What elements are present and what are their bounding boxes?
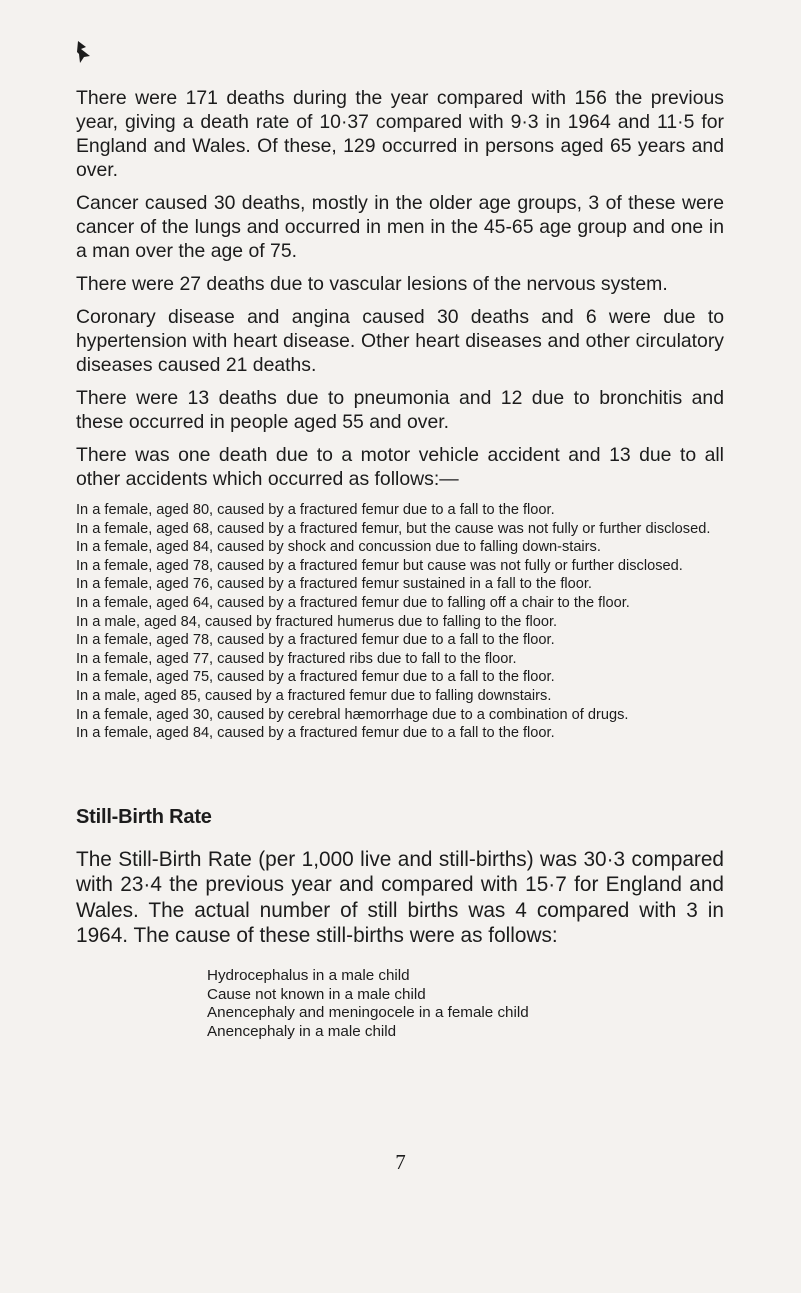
list-item: In a male, aged 85, caused by a fractured femur due to falling downstairs.: [76, 687, 552, 704]
accident-list: [76, 501, 724, 743]
paragraph-coronary: Coronary disease and angina caused 30 deaths and 6 were due to hypertension with heart disease. Other heart diseases and other circulatory diseases caused 21 deaths.: [76, 306, 724, 376]
paragraph-cancer: Cancer caused 30 deaths, mostly in the older age groups, 3 of these were cancer of the lungs and occurred in men in the 45-65 age group and one in a man over the age of 75.: [76, 192, 724, 262]
list-item: Anencephaly in a male child: [207, 1023, 397, 1041]
paragraph-pneumonia: There were 13 deaths due to pneumonia and 12 due to bronchitis and these occurred in people aged 55 and over.: [76, 387, 724, 433]
list-item: In a female, aged 84, caused by a fractured femur due to a fall to the floor.: [76, 725, 555, 742]
paragraph-vascular: There were 27 deaths due to vascular lesions of the nervous system.: [76, 273, 668, 295]
list-item: In a female, aged 84, caused by shock and concussion due to falling down-stairs.: [76, 539, 601, 556]
list-item: In a female, aged 64, caused by a fractured femur due to falling off a chair to the floor.: [76, 594, 630, 611]
paragraph-deaths: There were 171 deaths during the year compared with 156 the previous year, giving a death rate of 10·37 compared with 9·3 in 1964 and 11·5 for England and Wales. Of these, 129 occurred in persons aged 65 years and over.: [76, 87, 724, 181]
list-item: In a female, aged 76, caused by a fractured femur sustained in a fall to the floor.: [76, 576, 592, 593]
list-item: In a female, aged 68, caused by a fractured femur, but the cause was not fully or further disclosed.: [76, 520, 711, 537]
page-number: 7: [395, 1150, 406, 1174]
list-item: In a female, aged 77, caused by fractured ribs due to fall to the floor.: [76, 650, 517, 667]
list-item: In a female, aged 78, caused by a fractured femur but cause was not fully or further disclosed.: [76, 557, 683, 574]
list-item: In a female, aged 75, caused by a fractured femur due to a fall to the floor.: [76, 669, 555, 686]
page-body: [76, 86, 724, 1042]
list-item: In a female, aged 78, caused by a fractured femur due to a fall to the floor.: [76, 632, 555, 649]
list-item: In a female, aged 80, caused by a fractured femur due to a fall to the floor.: [76, 502, 555, 518]
list-item: Cause not known in a male child: [207, 985, 426, 1003]
list-item: Anencephaly and meningocele in a female child: [207, 1004, 529, 1022]
list-item: In a female, aged 30, caused by cerebral hæmorrhage due to a combination of drugs.: [76, 706, 629, 723]
list-item: Hydrocephalus in a male child: [207, 966, 410, 984]
list-item: In a male, aged 84, caused by fractured humerus due to falling to the floor.: [76, 613, 558, 630]
paragraph-accidents-intro: There was one death due to a motor vehicle accident and 13 due to all other accidents which occurred as follows:—: [76, 444, 724, 490]
printer-mark-icon: [76, 40, 92, 64]
still-birth-causes-list: [76, 967, 724, 1042]
paragraph-still-birth: The Still-Birth Rate (per 1,000 live and still-births) was 30·3 compared with 23·4 the previous year and compared with 15·7 for England and Wales. The actual number of still births was 4 compared with 3 in 1964. The cause of these still-births were as follows:: [76, 847, 724, 948]
section-heading-still-birth: Still-Birth Rate: [76, 805, 212, 828]
